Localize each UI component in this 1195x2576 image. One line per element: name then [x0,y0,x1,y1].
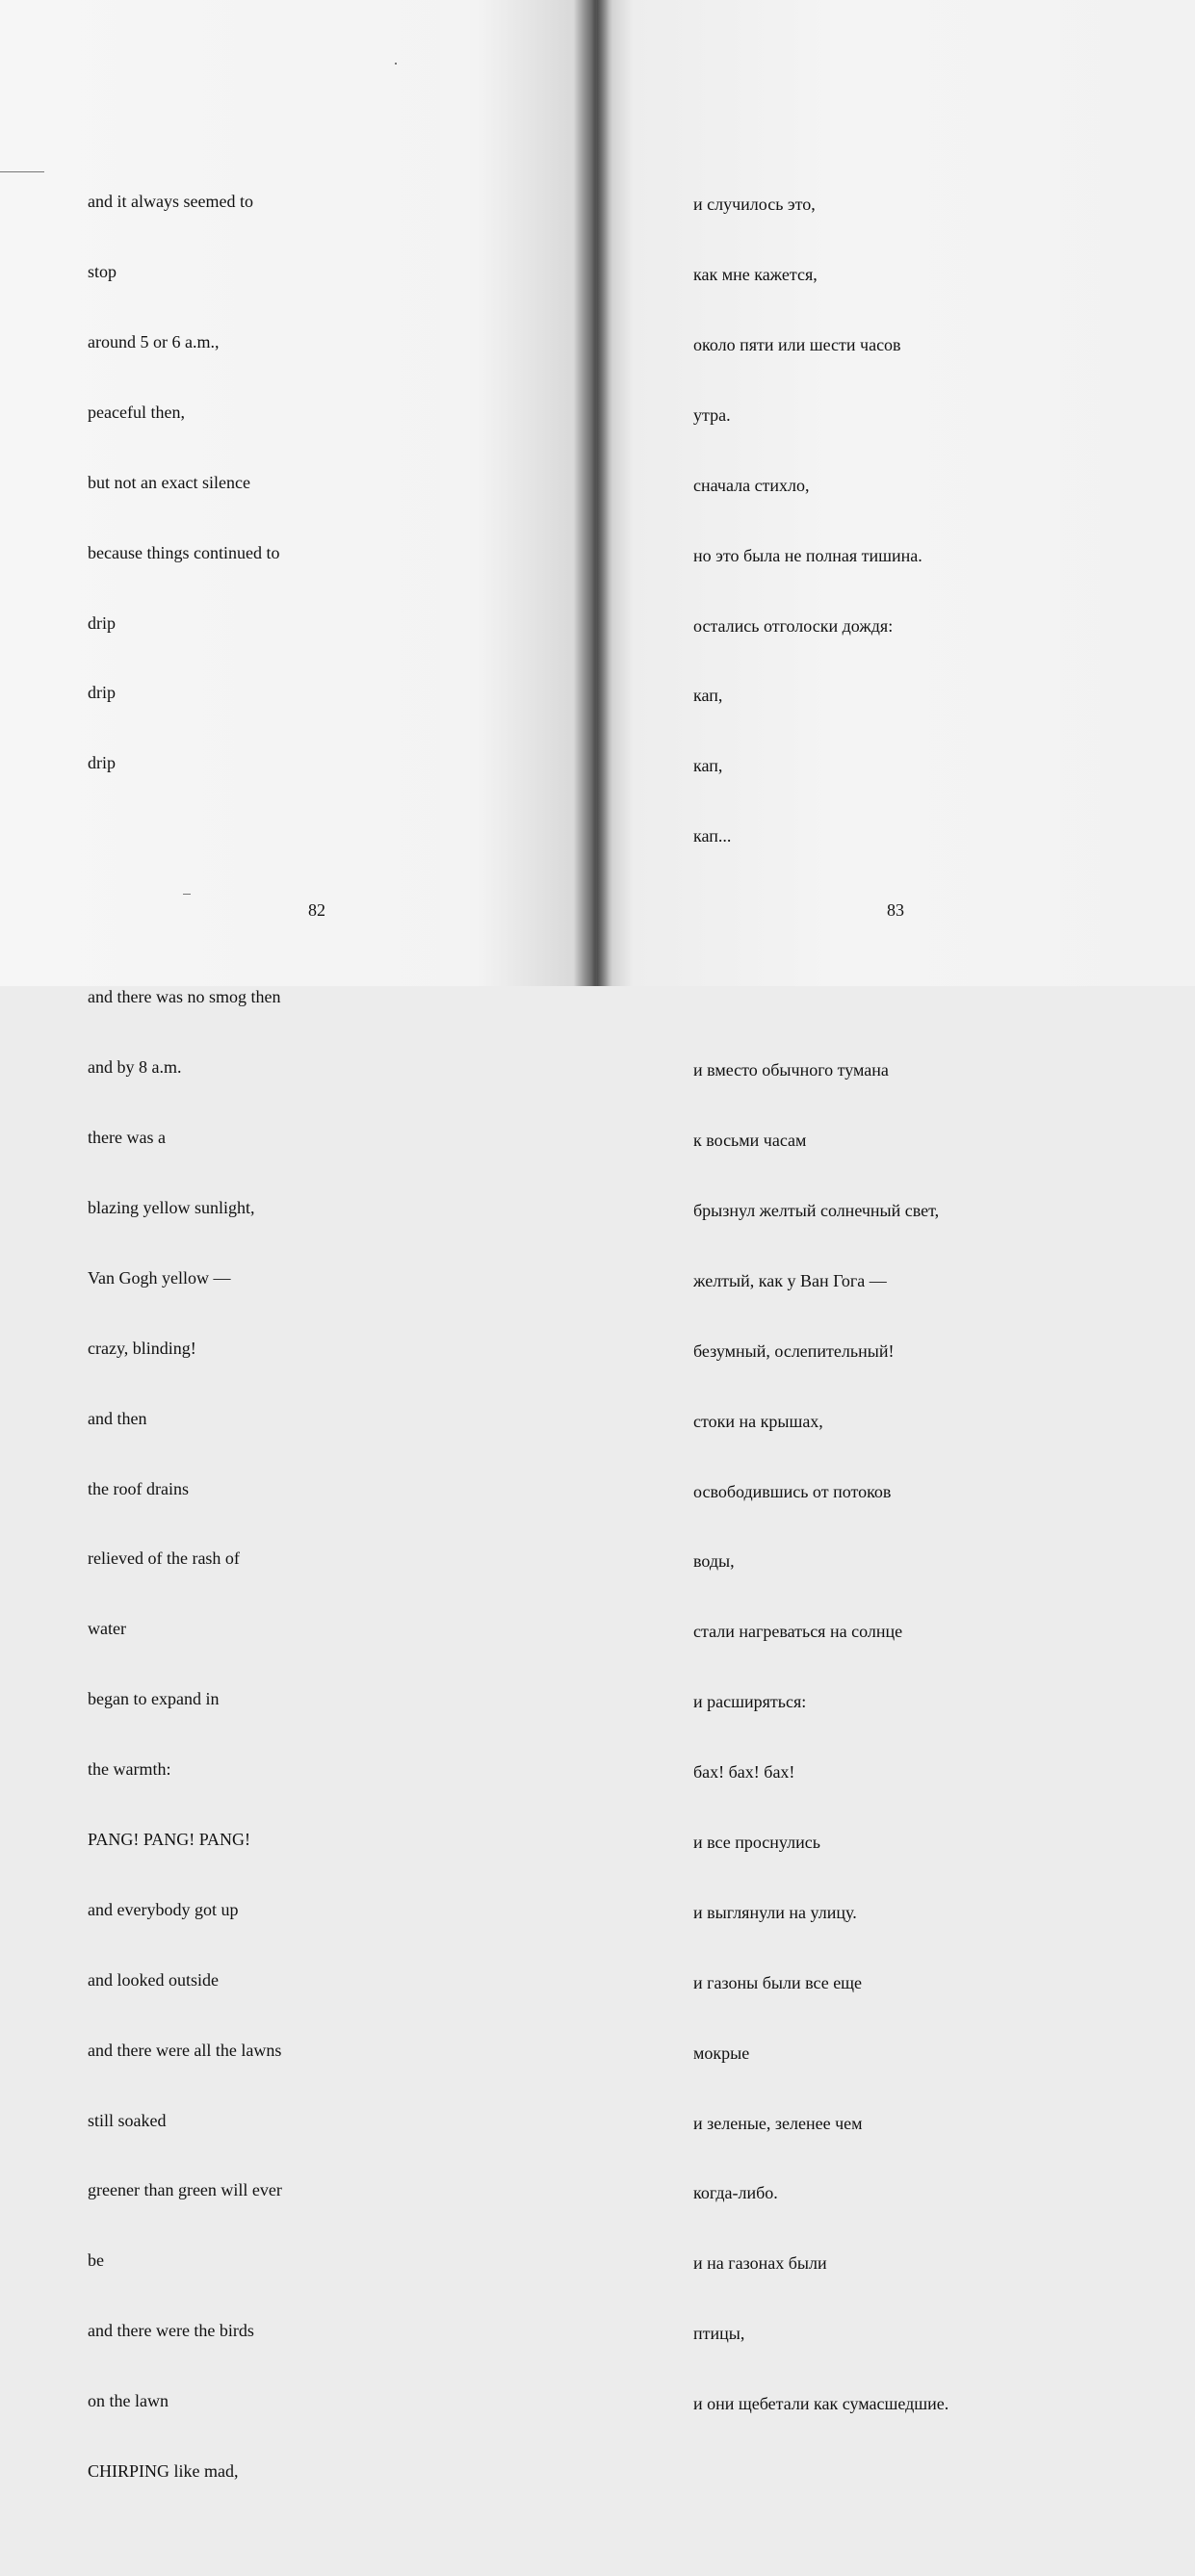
poem-line: и зеленые, зеленее чем [693,2113,863,2133]
poem-line: and everybody got up [88,1899,239,1919]
russian-stanza-1 [693,146,948,896]
poem-line: blazing yellow sunlight, [88,1197,255,1217]
poem-line: и выглянули на улицу. [693,1902,857,1922]
poem-line: and there were the birds [88,2321,254,2341]
poem-line: on the lawn [88,2391,169,2411]
page-number-right: 83 [887,900,904,920]
poem-line: когда-либо. [693,2183,778,2203]
poem-line: и на газонах были [693,2253,827,2274]
poem-line: к восьми часам [693,1131,807,1151]
poem-line: crazy, blinding! [88,1338,196,1358]
poem-line: безумный, ослепительный! [693,1340,895,1361]
scan-speck [183,894,191,895]
poem-line: water [88,1619,126,1639]
poem-line: began to expand in [88,1689,220,1709]
poem-line: но это была не полная тишина. [693,545,922,565]
poem-line: брызнул желтый солнечный свет, [693,1200,940,1220]
poem-line: птицы, [693,2324,745,2344]
book-gutter [574,0,612,986]
poem-line: stop [88,262,117,282]
poem-line: and it always seemed to [88,192,253,212]
poem-line: PANG! PANG! PANG! [88,1829,251,1849]
english-stanza-2 [88,939,282,2530]
poem-line: кап... [693,826,732,846]
poem-line: мокрые [693,2043,750,2063]
poem-line: relieved of the rash of [88,1548,240,1569]
poem-line: the roof drains [88,1478,189,1498]
poem-line: and then [88,1408,147,1428]
poem-line: и газоны были все еще [693,1972,863,1992]
poem-line: still soaked [88,2110,167,2130]
poem-line: около пяти или шести часов [693,334,901,354]
english-stanza-1 [88,143,282,822]
poem-line: but not an exact silence [88,472,250,492]
poem-line: стоки на крышах, [693,1411,823,1431]
scan-speck [395,63,397,65]
scan-speck [0,171,44,172]
poem-line: there was a [88,1128,166,1148]
poem-line: be [88,2251,104,2271]
poem-line: стали нагреваться на солнце [693,1622,903,1642]
russian-stanza-2 [693,1012,948,2462]
russian-poem [693,99,948,2510]
poem-line: around 5 or 6 a.m., [88,331,220,351]
poem-line: drip [88,683,116,703]
poem-line: и вместо обычного тумана [693,1060,889,1080]
poem-line: greener than green will ever [88,2180,282,2200]
english-poem [88,96,282,2576]
poem-line: и они щебетали как сумасшедшие. [693,2394,949,2414]
poem-line: drip [88,612,116,633]
poem-line: because things continued to [88,542,280,562]
poem-line: и расширяться: [693,1692,807,1712]
poem-line: и случилось это, [693,195,816,215]
poem-line: остались отголоски дождя: [693,615,894,636]
poem-line: бах! бах! бах! [693,1762,795,1782]
poem-line: peaceful then, [88,402,185,422]
poem-line: the warmth: [88,1759,171,1780]
poem-line: Van Gogh yellow — [88,1267,231,1288]
poem-line: and looked outside [88,1969,219,1990]
poem-line: and there were all the lawns [88,2040,282,2060]
poem-line: and by 8 a.m. [88,1057,182,1078]
stanza-break [693,942,948,965]
poem-line: сначала стихло, [693,475,810,495]
poem-line: как мне кажется, [693,265,818,285]
poem-line: освободившись от потоков [693,1481,892,1501]
poem-line: CHIRPING like mad, [88,2460,239,2481]
poem-line: воды, [693,1551,735,1572]
page-number-left: 82 [308,900,325,920]
poem-line: drip [88,753,116,773]
poem-line: кап, [693,686,723,706]
poem-line: and there was no smog then [88,987,281,1007]
poem-line: желтый, как у Ван Гога — [693,1270,887,1290]
poem-line: утра. [693,404,731,425]
poem-line: кап, [693,756,723,776]
poem-line: и все проснулись [693,1832,820,1852]
stanza-break [88,869,282,892]
